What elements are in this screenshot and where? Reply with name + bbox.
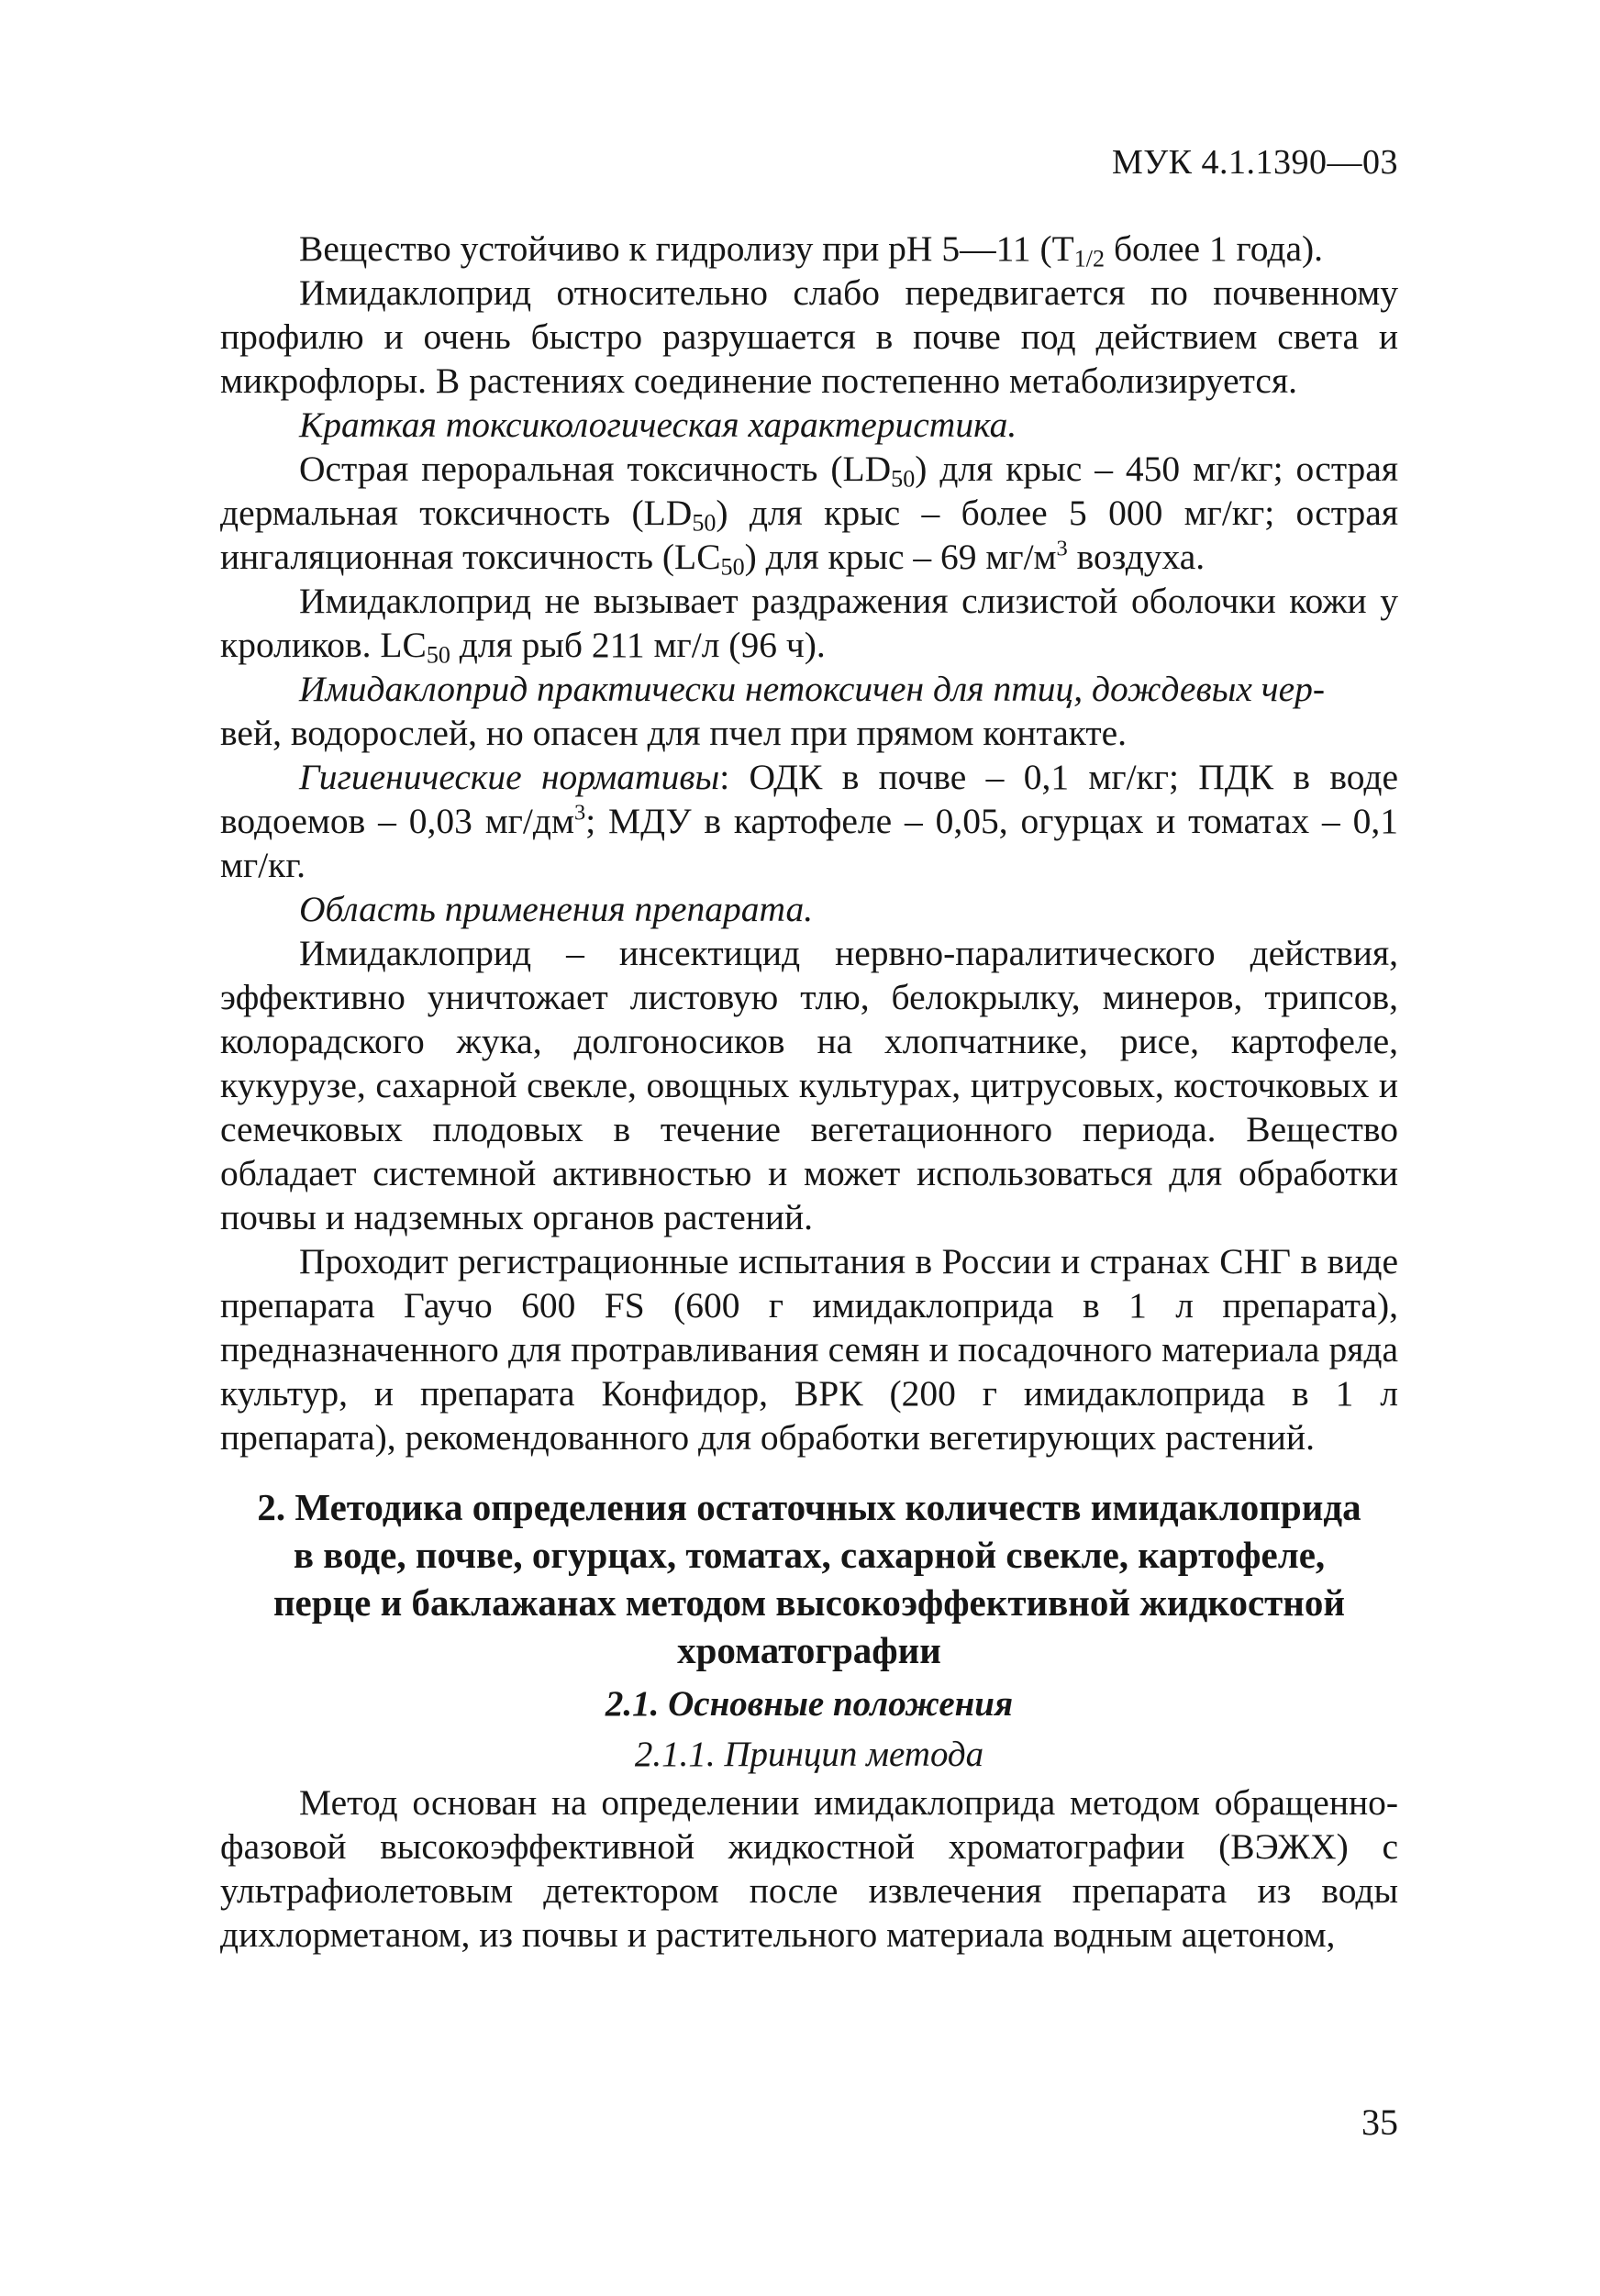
paragraph-method-principle: Метод основан на определении имидаклоприда методом обращенно-фазовой высокоэффективной жидкостной хроматографии (ВЭЖХ) с ультрафиолетовым детектором после извлечения препарата из воды дихлорметаном, из почвы и растительного материала водным ацетоном, <box>220 1782 1398 1955</box>
paragraph-application-heading: Область применения препарата. <box>299 889 814 929</box>
document-code: МУК 4.1.1390—03 <box>1111 143 1398 182</box>
page-body <box>220 227 1398 1957</box>
subsubsection-title: 2.1.1. Принцип метода <box>634 1735 984 1774</box>
paragraph-application: Имидаклоприд – инсектицид нервно-паралитического действия, эффективно уничтожает листовую тлю, белокрылку, минеров, трипсов, колорадского жука, долгоносиков на хлопчатнике, рисе, картофеле, кукурузе, сахарной свекле, овощных культурах, цитрусовых, косточковых и семечковых плодовых в течение вегетационного периода. Вещество обладает системной активностью и может использоваться для обработки почвы и надземных органов растений. <box>220 933 1398 1237</box>
page-number: 35 <box>1361 2102 1398 2143</box>
paragraph-tox-heading: Краткая токсикологическая характеристика. <box>299 405 1017 445</box>
paragraph-ecotoxicity: Имидаклоприд практически нетоксичен для птиц, дождевых чер- вей, водорослей, но опасен для пчел при прямом контакте. <box>220 669 1326 753</box>
section-title: 2. Методика определения остаточных количеств имидаклоприда в воде, почве, огурцах, томатах, сахарной свекле, картофеле, перце и баклажанах методом высокоэффективной жидкостной хроматографии <box>257 1486 1361 1671</box>
paragraph-registration: Проходит регистрационные испытания в России и странах СНГ в виде препарата Гаучо 600 FS (600 г имидаклоприда в 1 л препарата), предназначенного для протравливания семян и посадочного материала ряда культур, и препарата Конфидор, ВРК (200 г имидаклоприда в 1 л препарата), рекомендованного для обработки вегетирующих растений. <box>220 1241 1398 1458</box>
paragraph-soil-mobility: Имидаклоприд относительно слабо передвигается по почвенному профилю и очень быстро разрушается в почве под действием света и микрофлоры. В растениях соединение постепенно метаболизируется. <box>220 272 1398 401</box>
paragraph-acute-toxicity: Острая пероральная токсичность $(LD_{50})$ для крыс – 450 мг/кг; острая дермальная токсичность $(LD_{50})$ для крыс – более 5 000 мг/кг; острая ингаляционная токсичность $(LC_{50})$ для крыс – 69 $мг/м^3$ воздуха. <box>220 449 1399 581</box>
paragraph-irritation: Имидаклоприд не вызывает раздражения слизистой оболочки кожи у кроликов. $LC_{50}$ для рыб 211 мг/л (96 ч). <box>220 581 1398 669</box>
subsection-title: 2.1. Основные положения <box>605 1684 1014 1724</box>
paragraph-hydrolysis: Вещество устойчиво к гидролизу при pH 5—11 ($T_{1/2}$ более 1 года). <box>299 228 1324 272</box>
paragraph-hygienic-norms: Гигиенические нормативы: ОДК в почве – 0,1 мг/кг; ПДК в воде водоемов – 0,03 $мг/дм^3$; МДУ в картофеле – 0,05, огурцах и томатах – 0,1 мг/кг. <box>220 757 1399 885</box>
